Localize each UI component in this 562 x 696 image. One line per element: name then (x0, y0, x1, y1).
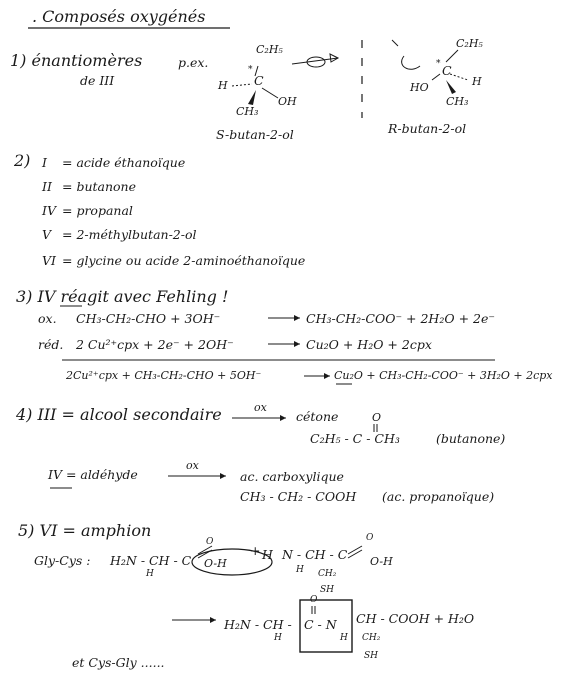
page-title: . Composés oxygénés (32, 7, 206, 26)
ox-left: CH₃-CH₂-CHO + 3OH⁻ (76, 311, 221, 326)
s4-line1-o: O (372, 411, 382, 424)
sum-left: 2Cu²⁺cpx + CH₃-CH₂-CHO + 5OH⁻ (66, 369, 262, 382)
right-ho: HO (410, 81, 429, 94)
bond-wedge (248, 90, 256, 105)
prod-h1: H (274, 633, 282, 643)
prod-right: CH - COOH + H₂O (356, 611, 475, 626)
s2-item-text-2: = butanone (62, 179, 136, 194)
cys-chain: N - CH - C (282, 547, 348, 562)
s2-item-text-3: = propanal (62, 203, 133, 218)
s4-line2-arrow: ox (186, 459, 199, 472)
prod-box-text: C - N (304, 617, 337, 632)
bond-dashed (232, 84, 252, 86)
gly-oh: O-H (204, 557, 227, 570)
red-right: Cu₂O + H₂O + 2cpx (306, 337, 432, 352)
s2-item-text-5: = glycine ou acide 2-aminoéthanoïque (62, 253, 306, 268)
left-c: C (254, 73, 264, 88)
prod-o: O (310, 595, 318, 605)
s2-item-roman-1: I (42, 155, 47, 170)
cys-ch2: CH₂ (318, 569, 337, 579)
s2-item-text-4: = 2-méthylbutan-2-ol (62, 227, 197, 242)
left-star: * (248, 65, 253, 75)
s2-item-roman-4: V (42, 227, 52, 242)
sum-right: Cu₂O + CH₃-CH₂-COO⁻ + 3H₂O + 2cpx (334, 369, 553, 382)
gly-o: O (206, 537, 214, 547)
cys-oh: O-H (370, 555, 393, 568)
cys-sh: SH (320, 585, 335, 595)
s4-line1-right: cétone (296, 409, 339, 424)
s2-item-roman-5: VI (42, 253, 56, 268)
s4-line2-left: IV = aldéhyde (48, 467, 138, 482)
cys-gly-line: et Cys-Gly ...... (72, 655, 165, 670)
right-caption: R-butan-2-ol (388, 121, 467, 136)
s4-line1-name: (butanone) (436, 431, 506, 446)
s4-line2-formula: CH₃ - CH₂ - COOH (240, 489, 357, 504)
cys-o: O (366, 533, 374, 543)
s4-line1-arrow: ox (254, 401, 267, 414)
s2-item-roman-2: II (42, 179, 52, 194)
cys-h2: H (296, 565, 304, 575)
right-star: * (436, 59, 441, 69)
prod-ch2: CH₂ (362, 633, 381, 643)
ox-label: ox. (38, 311, 57, 326)
right-h: H (472, 75, 482, 88)
gly-h: H (146, 569, 154, 579)
ox-right: CH₃-CH₂-COO⁻ + 2H₂O + 2e⁻ (306, 311, 495, 326)
s2-item-text-1: = acide éthanoïque (62, 155, 186, 170)
gly-label: Gly-Cys : (34, 553, 91, 568)
s4-line2-name: (ac. propanoïque) (382, 489, 495, 504)
bond-oh (262, 88, 278, 98)
s2-item-roman-3: IV (42, 203, 56, 218)
s5-heading: 5) VI = amphion (18, 521, 152, 540)
prod-left: H₂N - CH - (224, 617, 292, 632)
red-label: réd. (38, 337, 64, 352)
prod-sh: SH (364, 651, 379, 661)
prod-h2: H (340, 633, 348, 643)
s4-line1-left: 4) III = alcool secondaire (16, 405, 222, 424)
left-ch3: CH₃ (236, 105, 259, 118)
left-h: H (218, 79, 228, 92)
plus-sign: + (250, 543, 261, 558)
pex-label: p.ex. (178, 55, 209, 70)
s4-line2-right: ac. carboxylique (240, 469, 344, 484)
red-left: 2 Cu²⁺cpx + 2e⁻ + 2OH⁻ (76, 337, 234, 352)
right-c: C (442, 63, 452, 78)
curved-arrow (402, 56, 420, 69)
s1-sublabel: de III (80, 73, 115, 88)
right-c2h5: C₂H₅ (456, 37, 483, 50)
s1-label: 1) énantiomères (10, 51, 143, 70)
s2-number: 2) (14, 151, 31, 170)
s3-heading: 3) IV réagit avec Fehling ! (16, 287, 229, 306)
left-caption: S-butan-2-ol (216, 127, 294, 142)
right-ch3: CH₃ (446, 95, 469, 108)
s4-line1-formula: C₂H₅ - C - CH₃ (310, 431, 400, 446)
gly-left: H₂N - CH - C (110, 553, 192, 568)
left-c2h5: C₂H₅ (256, 43, 283, 56)
cys-h: H (262, 547, 273, 562)
left-oh: OH (278, 95, 297, 108)
